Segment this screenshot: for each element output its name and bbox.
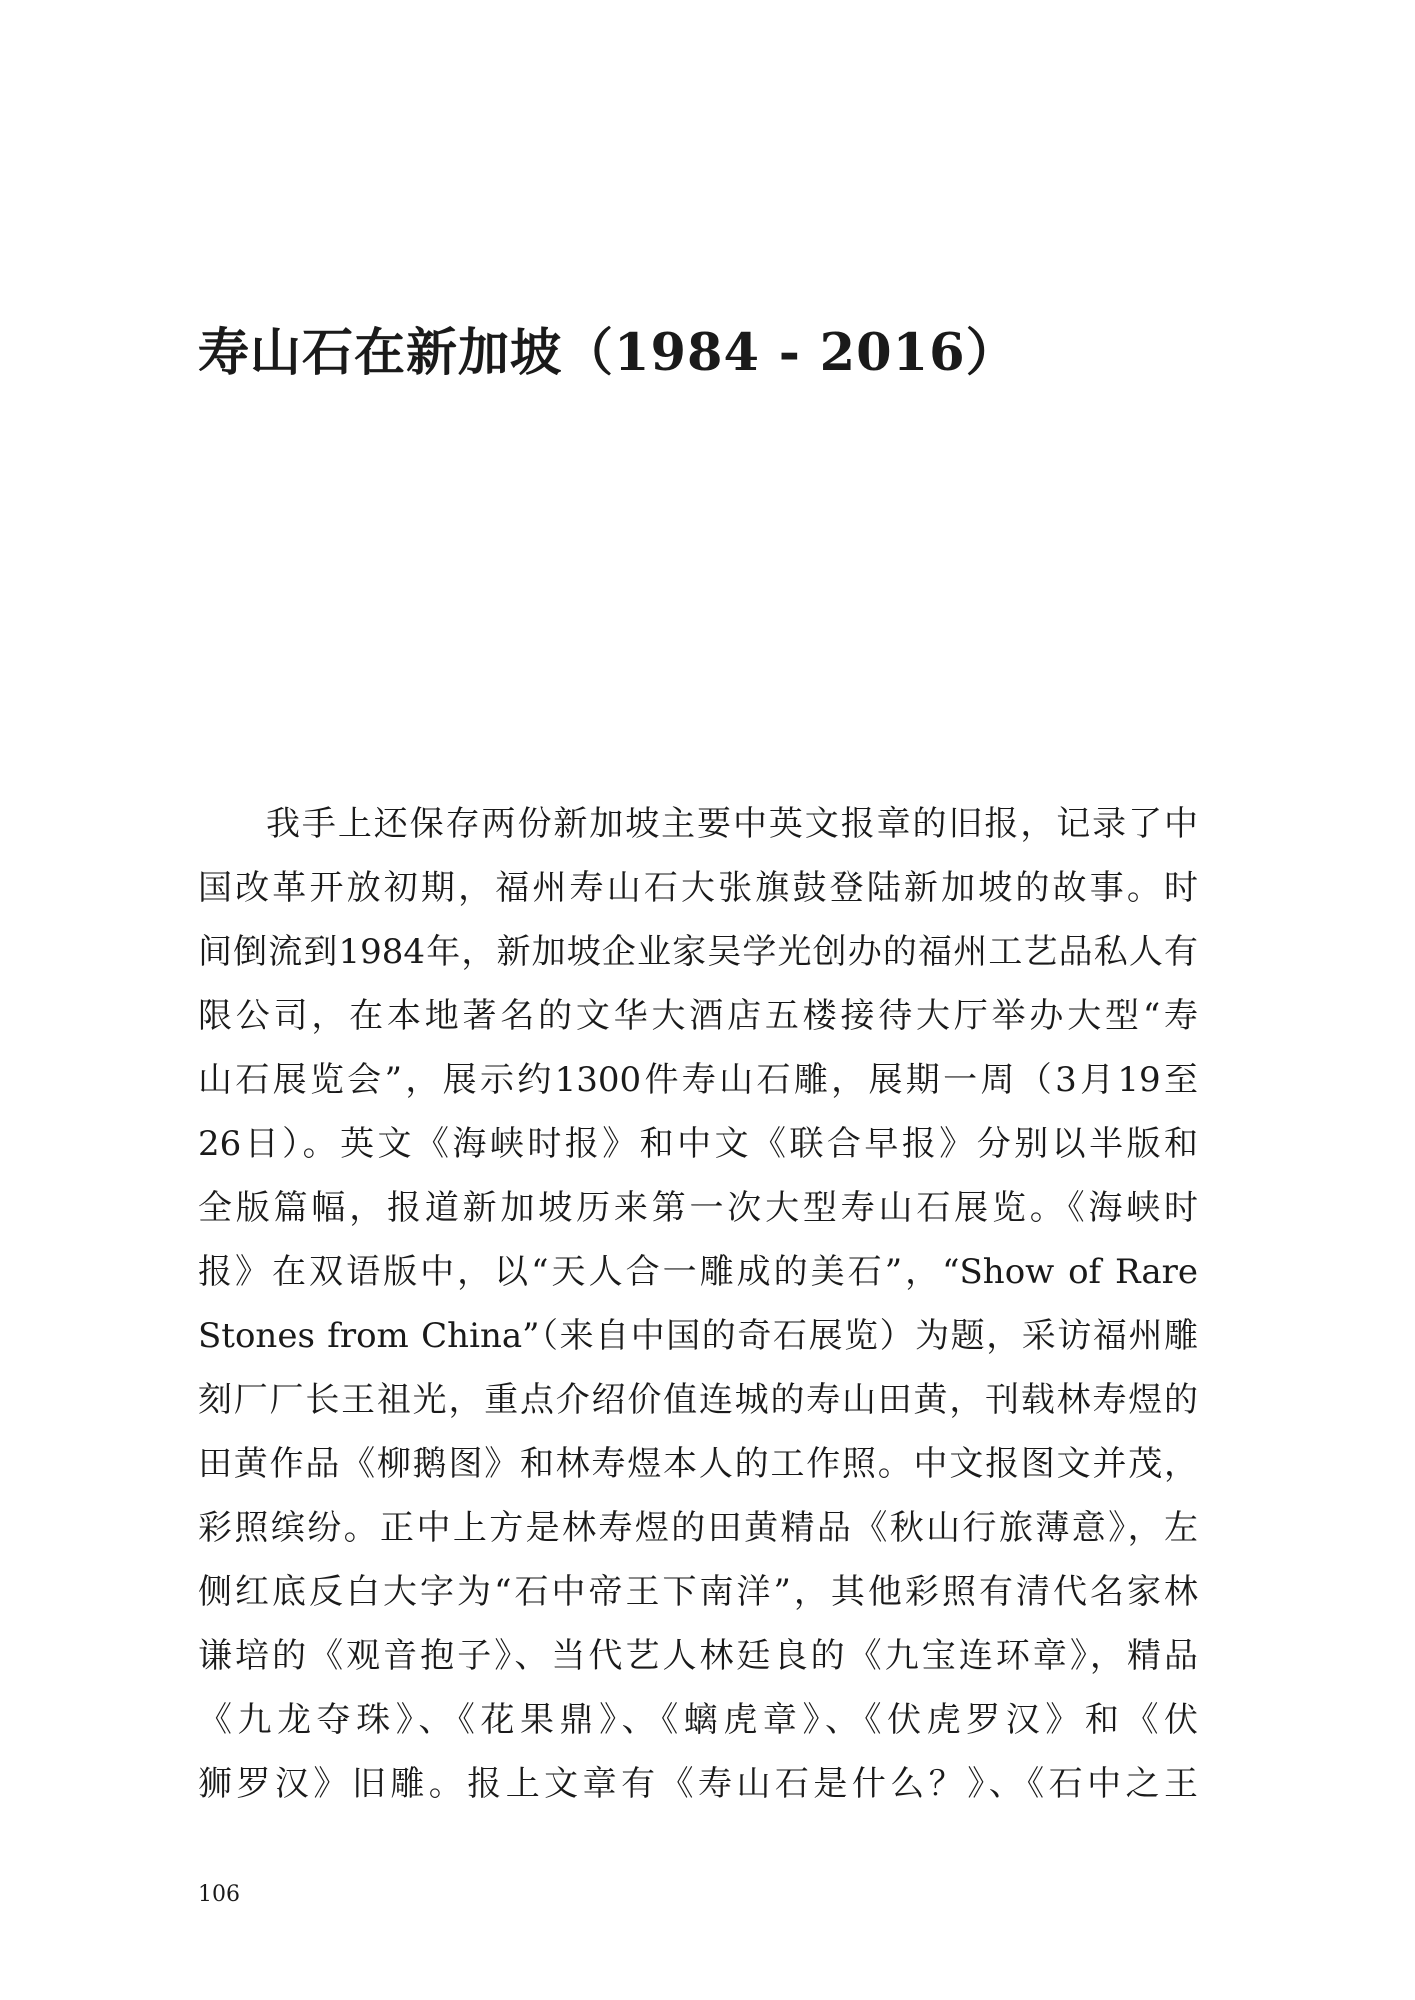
paragraph-line: 狮罗汉》旧雕。报上文章有《寿山石是什么？》、《石中之王 [198,1764,1198,1804]
paragraph-line: 田黄作品《柳鹅图》和林寿煜本人的工作照。中文报图文并茂， [198,1444,1198,1484]
paragraph-line: 谦培的《观音抱子》、当代艺人林廷良的《九宝连环章》，精品 [198,1636,1198,1676]
paragraph-line: 国改革开放初期，福州寿山石大张旗鼓登陆新加坡的故事。时 [198,868,1198,908]
paragraph-line: 山石展览会”，展示约1300件寿山石雕，展期一周（3月19至 [198,1060,1198,1100]
paragraph-line: 《九龙夺珠》、《花果鼎》、《螭虎章》、《伏虎罗汉》和《伏 [198,1700,1198,1740]
chapter-title: 寿山石在新加坡（1984 - 2016） [198,323,1018,383]
body-paragraph [198,792,1198,1816]
paragraph-line: 间倒流到1984年，新加坡企业家吴学光创办的福州工艺品私人有 [198,932,1198,972]
paragraph-line: Stones from China”（来自中国的奇石展览）为题，采访福州雕 [198,1316,1198,1356]
paragraph-line: 报》在双语版中，以“天人合一雕成的美石”，“Show of Rare [198,1252,1198,1292]
paragraph-line: 彩照缤纷。正中上方是林寿煜的田黄精品《秋山行旅薄意》，左 [198,1508,1198,1548]
paragraph-line: 26日）。英文《海峡时报》和中文《联合早报》分别以半版和 [198,1124,1198,1164]
paragraph-line: 全版篇幅，报道新加坡历来第一次大型寿山石展览。《海峡时 [198,1188,1198,1228]
paragraph-line: 刻厂厂长王祖光，重点介绍价值连城的寿山田黄，刊载林寿煜的 [198,1380,1198,1420]
paragraph-line: 我手上还保存两份新加坡主要中英文报章的旧报，记录了中 [266,804,1198,844]
paragraph-line: 限公司，在本地著名的文华大酒店五楼接待大厅举办大型“寿 [198,996,1198,1036]
page-number: 106 [198,1882,240,1907]
paragraph-line: 侧红底反白大字为“石中帝王下南洋”，其他彩照有清代名家林 [198,1572,1198,1612]
